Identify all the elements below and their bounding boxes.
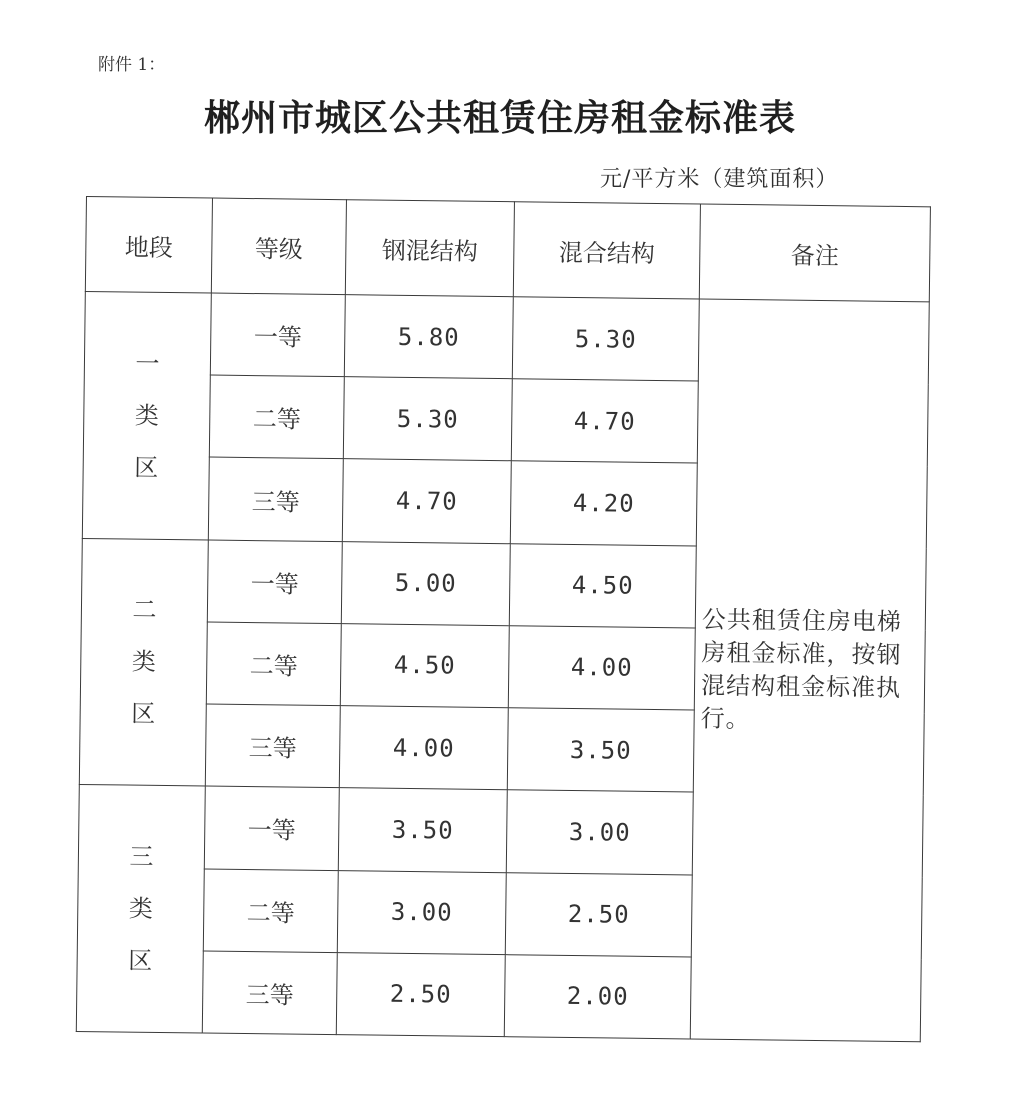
mixed-value: 5.30 [512,297,699,381]
steel-concrete-value: 4.70 [342,459,511,543]
grade-cell: 一等 [204,786,339,870]
zone-1-char-1: 一 [135,349,160,378]
zone-2-cell [79,538,208,786]
steel-concrete-value: 5.00 [341,541,510,625]
grade-cell: 一等 [207,540,342,624]
steel-concrete-value: 5.80 [344,295,513,379]
zone-3-char-2: 类 [128,894,153,924]
header-steel-concrete: 钢混结构 [345,200,514,297]
zone-2-char-1: 二 [132,596,157,625]
mixed-value: 4.20 [510,461,697,545]
zone-1-char-2: 类 [134,401,159,430]
zone-1-char-3: 区 [134,453,159,482]
unit-label: 元/平方米（建筑面积） [600,167,839,192]
mixed-value: 2.50 [505,872,692,956]
header-mixed: 混合结构 [513,202,700,299]
zone-2-char-3: 区 [131,700,156,729]
page-title: 郴州市城区公共租赁住房租金标准表 [203,98,796,139]
steel-concrete-value: 4.50 [340,624,509,708]
zone-3-char-3: 区 [127,946,153,976]
steel-concrete-value: 3.50 [338,788,507,872]
grade-cell: 三等 [205,704,340,788]
remark-cell: 公共租赁住房电梯房租金标准，按钢混结构租金标准执行。 [690,299,929,1042]
zone-2-char-2: 类 [131,648,156,677]
mixed-value: 4.50 [509,543,696,627]
steel-concrete-value: 4.00 [339,706,508,790]
attachment-label: 附件 1： [98,55,166,75]
mixed-value: 3.00 [506,790,693,874]
steel-concrete-value: 3.00 [337,870,506,954]
table-row [84,291,929,384]
mixed-value: 2.00 [504,954,691,1039]
zone-3-char-1: 三 [129,842,154,872]
mixed-value: 3.50 [507,708,694,792]
grade-cell: 三等 [202,951,337,1035]
mixed-value: 4.00 [508,626,695,710]
zone-3-cell [76,785,205,1033]
rent-table-container [76,196,930,1042]
zone-1-cell [82,291,211,539]
grade-cell: 二等 [203,869,338,953]
table-header-row [85,197,930,302]
mixed-value: 4.70 [511,379,698,463]
header-grade: 等级 [211,198,346,295]
header-zone: 地段 [85,197,212,294]
grade-cell: 二等 [209,375,344,459]
grade-cell: 一等 [210,293,345,377]
steel-concrete-value: 2.50 [336,952,505,1036]
grade-cell: 二等 [206,622,341,706]
header-remark: 备注 [699,204,930,302]
grade-cell: 三等 [208,457,343,541]
rent-standard-table [76,196,931,1042]
steel-concrete-value: 5.30 [343,377,512,461]
